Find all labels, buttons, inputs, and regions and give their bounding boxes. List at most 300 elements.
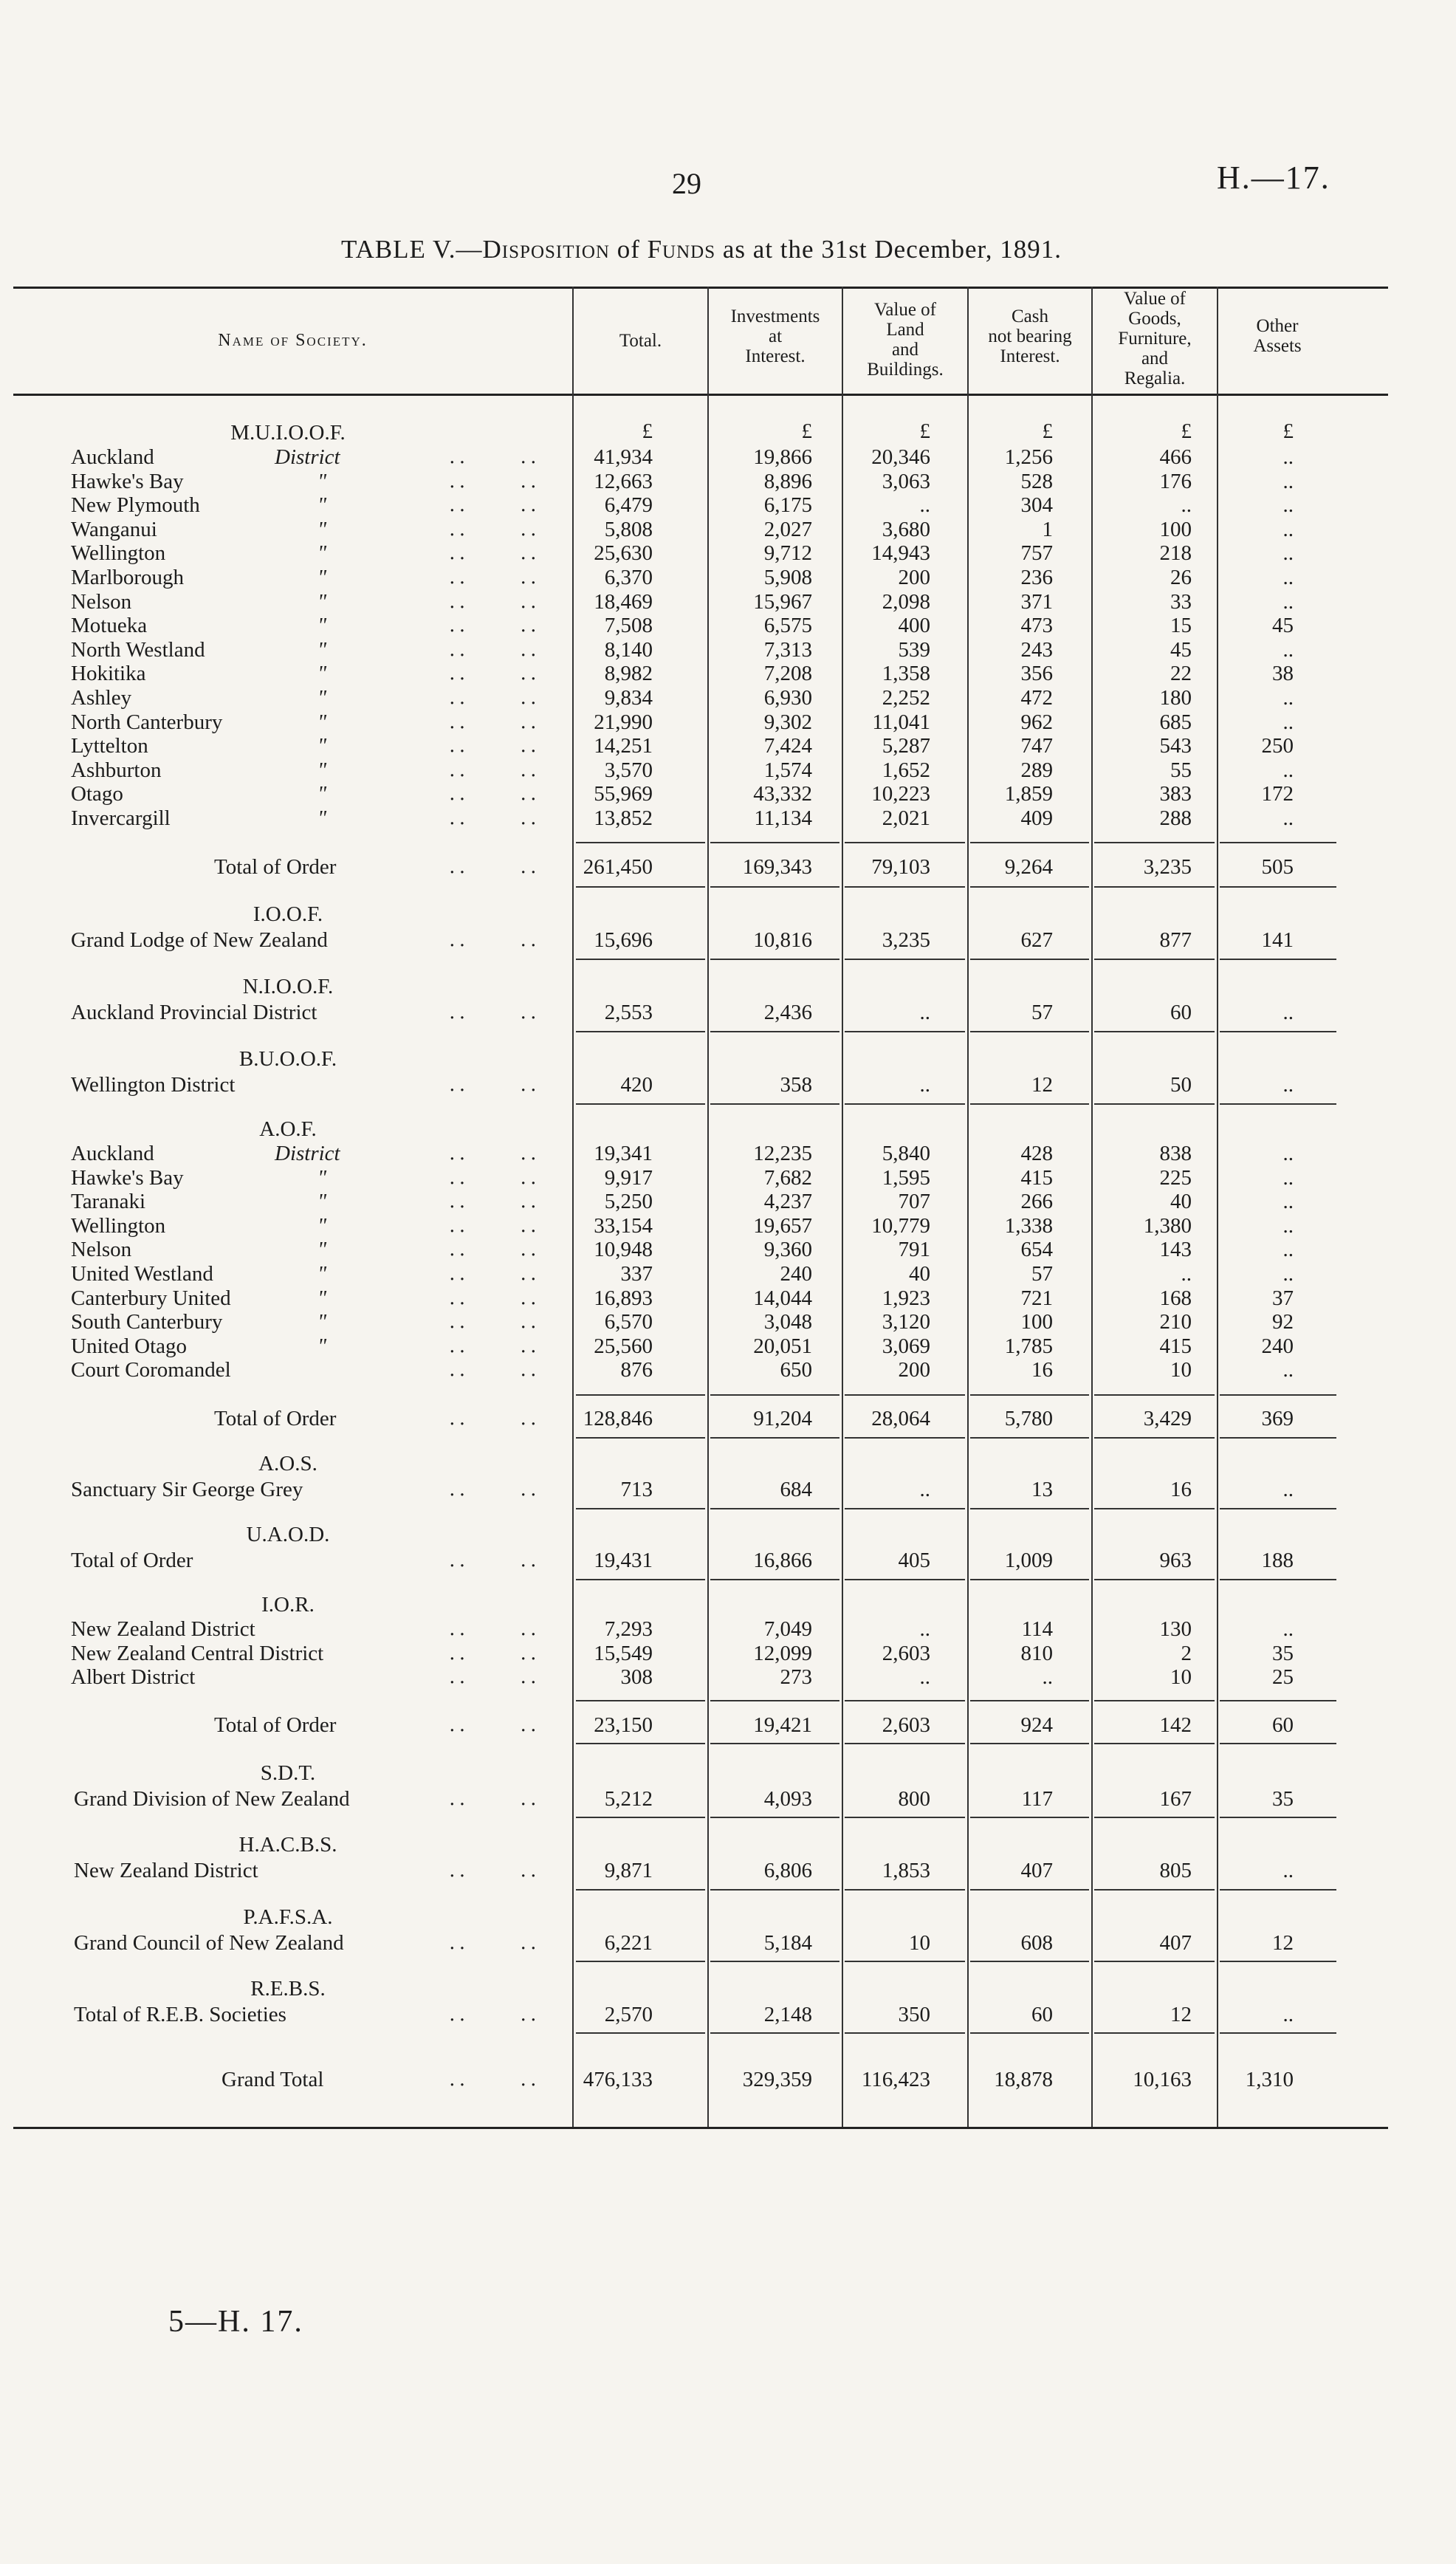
subtotal-rule xyxy=(576,1889,705,1891)
other-cell: 37 xyxy=(1272,1286,1294,1310)
land-cell: 10 xyxy=(909,1931,930,1955)
total-cell: 8,140 xyxy=(604,637,653,662)
society-heading: N.I.O.O.F. xyxy=(242,975,334,998)
currency-symbol: £ xyxy=(1181,419,1192,443)
subtotal-rule xyxy=(576,2032,705,2034)
cash-cell: 117 xyxy=(1021,1787,1053,1811)
subtotal-rule xyxy=(1220,1961,1336,1962)
other-cell: 505 xyxy=(1261,855,1294,879)
land-cell: 791 xyxy=(898,1238,930,1262)
subtotal-rule xyxy=(970,1961,1089,1962)
table-row xyxy=(0,1001,1456,1024)
total-cell: 18,469 xyxy=(594,589,653,614)
goods-cell: 180 xyxy=(1159,686,1192,710)
investments-cell: 11,134 xyxy=(754,806,812,830)
society-heading: I.O.O.F. xyxy=(253,902,323,926)
subtotal-rule xyxy=(845,1508,965,1509)
subtotal-rule xyxy=(845,959,965,960)
investments-cell: 19,657 xyxy=(753,1213,812,1238)
land-cell: 5,840 xyxy=(882,1142,930,1165)
investments-cell: 7,682 xyxy=(763,1165,812,1190)
leader-dots xyxy=(449,1142,540,1165)
goods-cell: 60 xyxy=(1170,1001,1192,1024)
table-row xyxy=(0,1262,1456,1286)
goods-cell: 142 xyxy=(1159,1713,1192,1737)
cash-cell: 16 xyxy=(1031,1358,1053,1382)
ditto-mark: " xyxy=(317,589,327,614)
investments-cell: 9,712 xyxy=(763,541,812,566)
leader-dots xyxy=(449,1478,540,1501)
other-cell: .. xyxy=(1282,1213,1294,1238)
subtotal-rule xyxy=(1220,1437,1336,1439)
table-row xyxy=(0,782,1456,806)
table-row xyxy=(0,470,1456,493)
goods-cell: 210 xyxy=(1159,1310,1192,1334)
ditto-mark: " xyxy=(317,493,327,518)
society-name: Grand Division of New Zealand xyxy=(74,1787,350,1811)
ditto-mark: " xyxy=(317,517,327,541)
ditto-mark: " xyxy=(317,469,327,493)
cash-cell: 304 xyxy=(1020,493,1053,518)
subtotal-rule xyxy=(710,1961,839,1962)
currency-symbol: £ xyxy=(1042,419,1053,443)
investments-cell: 43,332 xyxy=(753,782,812,806)
cash-cell: 18,878 xyxy=(994,2068,1053,2091)
title-of: of xyxy=(609,235,648,264)
column-header-other: Other Assets xyxy=(1253,316,1302,356)
table-row xyxy=(0,1859,1456,1882)
society-name: North Westland xyxy=(71,637,205,662)
ditto-mark: " xyxy=(317,782,327,806)
cash-cell: 100 xyxy=(1020,1310,1053,1334)
land-cell: 800 xyxy=(898,1787,930,1811)
total-cell: 6,479 xyxy=(604,493,653,518)
ditto-mark: " xyxy=(317,1310,327,1334)
column-header-investments: Investments at Interest. xyxy=(730,306,820,366)
society-name: Total of Order xyxy=(71,1549,193,1572)
other-cell: .. xyxy=(1282,1262,1294,1286)
other-cell: .. xyxy=(1282,637,1294,662)
land-cell: 5,287 xyxy=(882,734,930,758)
table-row xyxy=(0,1642,1456,1665)
leader-dots xyxy=(449,2003,540,2026)
society-name: Total of Order xyxy=(214,1713,337,1737)
goods-cell: 12 xyxy=(1170,2003,1192,2026)
subtotal-rule xyxy=(576,1031,705,1032)
title-funds: Funds xyxy=(647,235,716,264)
column-header-goods: Value of Goods, Furniture, and Regalia. xyxy=(1118,289,1192,388)
table-title xyxy=(0,235,1403,264)
other-cell: .. xyxy=(1282,1238,1294,1262)
subtotal-rule xyxy=(1094,1508,1215,1509)
total-cell: 337 xyxy=(620,1262,653,1286)
leader-dots xyxy=(449,1358,540,1382)
leader-dots xyxy=(449,928,540,952)
society-name: Albert District xyxy=(71,1665,196,1690)
investments-cell: 6,806 xyxy=(763,1859,812,1882)
leader-dots xyxy=(449,710,540,734)
goods-cell: 877 xyxy=(1159,928,1192,952)
table-bottom-rule xyxy=(13,2127,1388,2129)
society-name: New Zealand District xyxy=(71,1617,255,1641)
investments-cell: 2,436 xyxy=(763,1001,812,1024)
society-name: New Plymouth xyxy=(71,493,200,518)
land-cell: 3,680 xyxy=(882,517,930,541)
table-row xyxy=(0,758,1456,782)
subtotal-rule xyxy=(1220,886,1336,888)
society-heading: S.D.T. xyxy=(260,1761,316,1785)
total-cell: 420 xyxy=(620,1073,653,1097)
goods-cell: 143 xyxy=(1159,1238,1192,1262)
table-row xyxy=(0,1931,1456,1955)
land-cell: 1,853 xyxy=(882,1859,930,1882)
total-cell: 7,508 xyxy=(604,614,653,638)
society-name: New Zealand District xyxy=(74,1859,258,1882)
title-suffix: as at the 31st December, 1891. xyxy=(715,235,1062,264)
goods-cell: 685 xyxy=(1159,710,1192,734)
leader-dots xyxy=(449,855,540,879)
society-name: Invercargill xyxy=(71,806,171,830)
goods-cell: 963 xyxy=(1159,1549,1192,1572)
leader-dots xyxy=(449,1665,540,1689)
cash-cell: 747 xyxy=(1020,734,1053,758)
total-cell: 6,370 xyxy=(604,566,653,589)
table-row xyxy=(0,590,1456,614)
society-name: Hawke's Bay xyxy=(71,1165,184,1190)
other-cell: .. xyxy=(1282,806,1294,830)
society-name: Wellington xyxy=(71,1213,166,1238)
society-name: Ashburton xyxy=(71,758,162,782)
total-cell: 2,553 xyxy=(604,1001,653,1024)
land-cell: 79,103 xyxy=(871,855,930,879)
subtotal-rule xyxy=(1094,1031,1215,1032)
cash-cell: 1,338 xyxy=(1004,1213,1053,1238)
land-cell: 2,603 xyxy=(882,1713,930,1737)
leader-dots xyxy=(449,1713,540,1737)
document-reference: H.—17. xyxy=(1217,160,1330,196)
goods-cell: 10 xyxy=(1170,1665,1192,1690)
subtotal-rule xyxy=(970,1031,1089,1032)
cash-cell: 428 xyxy=(1020,1142,1053,1165)
cash-cell: 472 xyxy=(1020,686,1053,710)
land-cell: 200 xyxy=(898,1358,930,1382)
subtotal-rule xyxy=(845,1889,965,1891)
investments-cell: 7,313 xyxy=(763,637,812,662)
table-row xyxy=(0,1190,1456,1213)
subtotal-rule xyxy=(710,1394,839,1396)
other-cell: 38 xyxy=(1272,662,1294,686)
society-name: United Otago xyxy=(71,1334,188,1358)
investments-cell: 6,575 xyxy=(763,614,812,638)
subtotal-rule xyxy=(1094,1437,1215,1439)
society-name: Auckland xyxy=(71,445,154,469)
society-name: Auckland Provincial District xyxy=(71,1001,317,1024)
total-cell: 25,630 xyxy=(594,541,653,566)
investments-cell: 19,866 xyxy=(753,445,812,469)
goods-cell: 10,163 xyxy=(1133,2068,1192,2091)
subtotal-rule xyxy=(970,1817,1089,1818)
cash-cell: 57 xyxy=(1031,1262,1053,1286)
ditto-mark: " xyxy=(317,1262,327,1286)
other-cell: .. xyxy=(1282,1073,1294,1097)
land-cell: 11,041 xyxy=(872,710,930,734)
investments-cell: 91,204 xyxy=(753,1407,812,1430)
table-row xyxy=(0,614,1456,637)
subtotal-rule xyxy=(710,1437,839,1439)
total-cell: 5,212 xyxy=(604,1787,653,1811)
land-cell: 3,235 xyxy=(882,928,930,952)
title-prefix: TABLE V.— xyxy=(340,235,483,264)
total-cell: 15,696 xyxy=(594,928,653,952)
other-cell: .. xyxy=(1282,541,1294,566)
ditto-mark: " xyxy=(317,1286,327,1310)
investments-cell: 12,235 xyxy=(753,1142,812,1165)
investments-cell: 7,208 xyxy=(763,662,812,686)
society-name: Auckland xyxy=(71,1142,154,1165)
subtotal-rule xyxy=(576,1394,705,1396)
total-cell: 9,834 xyxy=(604,686,653,710)
leader-dots xyxy=(449,662,540,685)
goods-cell: 168 xyxy=(1159,1286,1192,1310)
ditto-mark: " xyxy=(317,541,327,566)
goods-cell: 167 xyxy=(1159,1787,1192,1811)
investments-cell: 2,148 xyxy=(763,2003,812,2026)
cash-cell: 627 xyxy=(1020,928,1053,952)
leader-dots xyxy=(449,566,540,589)
subtotal-rule xyxy=(710,959,839,960)
total-cell: 2,570 xyxy=(604,2003,653,2026)
subtotal-rule xyxy=(1094,1889,1215,1891)
table-row xyxy=(0,638,1456,662)
total-cell: 261,450 xyxy=(583,855,653,879)
total-row xyxy=(0,1713,1456,1737)
header-bottom-rule xyxy=(13,394,1388,396)
subtotal-rule xyxy=(1220,1889,1336,1891)
subtotal-rule xyxy=(1220,959,1336,960)
leader-dots xyxy=(449,1549,540,1572)
total-cell: 5,250 xyxy=(604,1190,653,1214)
total-row xyxy=(0,855,1456,879)
leader-dots xyxy=(449,686,540,710)
leader-dots xyxy=(449,493,540,517)
land-cell: 116,423 xyxy=(861,2068,930,2091)
goods-cell: 100 xyxy=(1159,517,1192,541)
land-cell: 40 xyxy=(909,1262,930,1286)
total-cell: 19,341 xyxy=(594,1142,653,1165)
investments-cell: 240 xyxy=(780,1262,812,1286)
goods-cell: 3,235 xyxy=(1143,855,1192,879)
other-cell: 35 xyxy=(1272,1641,1294,1665)
subtotal-rule xyxy=(710,1743,839,1744)
leader-dots xyxy=(449,1166,540,1190)
total-cell: 14,251 xyxy=(594,734,653,758)
subtotal-rule xyxy=(845,1579,965,1580)
table-row xyxy=(0,493,1456,517)
goods-cell: 22 xyxy=(1170,662,1192,686)
goods-cell: 33 xyxy=(1170,589,1192,614)
other-cell: 45 xyxy=(1272,614,1294,638)
society-name: Grand Council of New Zealand xyxy=(74,1931,344,1955)
society-name: South Canterbury xyxy=(71,1310,223,1334)
table-row xyxy=(0,541,1456,565)
goods-cell: 383 xyxy=(1159,782,1192,806)
cash-cell: 114 xyxy=(1021,1617,1053,1641)
society-name: New Zealand Central District xyxy=(71,1641,324,1665)
column-header-total: Total. xyxy=(619,331,662,351)
grand-total-row xyxy=(0,2068,1456,2091)
total-cell: 41,934 xyxy=(594,445,653,469)
society-name: Lyttelton xyxy=(71,734,148,758)
land-cell: .. xyxy=(919,1478,930,1501)
currency-symbol: £ xyxy=(642,419,653,443)
society-name: Wellington xyxy=(71,541,166,566)
land-cell: .. xyxy=(919,1665,930,1690)
land-cell: 10,779 xyxy=(871,1213,930,1238)
subtotal-rule xyxy=(576,1961,705,1962)
subtotal-rule xyxy=(576,1817,705,1818)
subtotal-rule xyxy=(845,1394,965,1396)
cash-cell: 757 xyxy=(1020,541,1053,566)
society-name: Hawke's Bay xyxy=(71,469,184,493)
leader-dots xyxy=(449,806,540,830)
investments-cell: 15,967 xyxy=(753,589,812,614)
goods-cell: 40 xyxy=(1170,1190,1192,1214)
society-name: North Canterbury xyxy=(71,710,223,734)
subtotal-rule xyxy=(845,1437,965,1439)
society-name: Court Coromandel xyxy=(71,1358,231,1382)
land-cell: 2,021 xyxy=(882,806,930,830)
subtotal-rule xyxy=(710,886,839,888)
other-cell: 92 xyxy=(1272,1310,1294,1334)
table-row xyxy=(0,1334,1456,1358)
society-name: United Westland xyxy=(71,1262,213,1286)
subtotal-rule xyxy=(845,1817,965,1818)
currency-symbol: £ xyxy=(801,419,812,443)
other-cell: .. xyxy=(1282,469,1294,493)
cash-cell: 236 xyxy=(1020,566,1053,589)
goods-cell: 176 xyxy=(1159,469,1192,493)
total-cell: 5,808 xyxy=(604,517,653,541)
ditto-mark: " xyxy=(317,686,327,710)
cash-cell: 1,256 xyxy=(1004,445,1053,469)
society-name: Otago xyxy=(71,782,123,806)
subtotal-rule xyxy=(1094,842,1215,843)
ditto-mark: " xyxy=(317,710,327,734)
goods-cell: 16 xyxy=(1170,1478,1192,1501)
society-name: Wanganui xyxy=(71,517,157,541)
total-cell: 23,150 xyxy=(594,1713,653,1737)
table-row xyxy=(0,734,1456,758)
land-cell: .. xyxy=(919,1073,930,1097)
cash-cell: 721 xyxy=(1020,1286,1053,1310)
leader-dots xyxy=(449,470,540,493)
total-cell: 3,570 xyxy=(604,758,653,782)
investments-cell: 19,421 xyxy=(753,1713,812,1737)
subtotal-rule xyxy=(1094,1579,1215,1580)
column-header-name: Name of Society. xyxy=(218,331,368,350)
investments-cell: 6,175 xyxy=(763,493,812,518)
cash-cell: 371 xyxy=(1020,589,1053,614)
other-cell: .. xyxy=(1282,1617,1294,1641)
other-cell: 141 xyxy=(1261,928,1294,952)
land-cell: 3,069 xyxy=(882,1334,930,1358)
other-cell: 35 xyxy=(1272,1787,1294,1811)
investments-cell: 10,816 xyxy=(753,928,812,952)
goods-cell: 10 xyxy=(1170,1358,1192,1382)
investments-cell: 4,237 xyxy=(763,1190,812,1214)
cash-cell: 1,785 xyxy=(1004,1334,1053,1358)
land-cell: 405 xyxy=(898,1549,930,1572)
total-cell: 13,852 xyxy=(594,806,653,830)
ditto-mark: " xyxy=(317,1165,327,1190)
land-cell: 2,252 xyxy=(882,686,930,710)
subtotal-rule xyxy=(576,1508,705,1509)
subtotal-rule xyxy=(970,2032,1089,2034)
subtotal-rule xyxy=(970,959,1089,960)
goods-cell: 466 xyxy=(1159,445,1192,469)
land-cell: 1,595 xyxy=(882,1165,930,1190)
leader-dots xyxy=(449,445,540,469)
society-name: Total of Order xyxy=(214,1407,337,1430)
subtotal-rule xyxy=(1094,959,1215,960)
other-cell: .. xyxy=(1282,758,1294,782)
other-cell: .. xyxy=(1282,710,1294,734)
other-cell: .. xyxy=(1282,2003,1294,2026)
ditto-mark: " xyxy=(317,637,327,662)
goods-cell: .. xyxy=(1181,1262,1192,1286)
page-number: 29 xyxy=(672,167,701,200)
leader-dots xyxy=(449,1642,540,1665)
subtotal-rule xyxy=(710,842,839,843)
society-name: Wellington District xyxy=(71,1073,236,1097)
table-row xyxy=(0,518,1456,541)
ditto-mark: " xyxy=(317,806,327,830)
investments-cell: 9,302 xyxy=(763,710,812,734)
cash-cell: 407 xyxy=(1020,1859,1053,1882)
investments-cell: 329,359 xyxy=(742,2068,812,2091)
other-cell: .. xyxy=(1282,1001,1294,1024)
total-cell: 6,221 xyxy=(604,1931,653,1955)
total-cell: 25,560 xyxy=(594,1334,653,1358)
leader-dots xyxy=(449,1931,540,1955)
investments-cell: 3,048 xyxy=(763,1310,812,1334)
subtotal-rule xyxy=(1094,2032,1215,2034)
subtotal-rule xyxy=(970,1394,1089,1396)
table-row xyxy=(0,1787,1456,1811)
leader-dots xyxy=(449,1190,540,1213)
subtotal-rule xyxy=(710,1817,839,1818)
cash-cell: 654 xyxy=(1020,1238,1053,1262)
investments-cell: 6,930 xyxy=(763,686,812,710)
land-cell: 20,346 xyxy=(871,445,930,469)
land-cell: 2,098 xyxy=(882,589,930,614)
leader-dots xyxy=(449,1238,540,1261)
land-cell: .. xyxy=(919,1001,930,1024)
subtotal-rule xyxy=(710,1508,839,1509)
cash-cell: 289 xyxy=(1020,758,1053,782)
subtotal-rule xyxy=(1094,1394,1215,1396)
society-heading: P.A.F.S.A. xyxy=(243,1905,333,1929)
leader-dots xyxy=(449,1214,540,1238)
goods-cell: 3,429 xyxy=(1143,1407,1192,1430)
subtotal-rule xyxy=(970,1743,1089,1744)
cash-cell: 924 xyxy=(1020,1713,1053,1737)
table-row xyxy=(0,1549,1456,1572)
ditto-mark: " xyxy=(317,614,327,638)
leader-dots xyxy=(449,758,540,782)
subtotal-rule xyxy=(576,1103,705,1105)
table-row xyxy=(0,1214,1456,1238)
